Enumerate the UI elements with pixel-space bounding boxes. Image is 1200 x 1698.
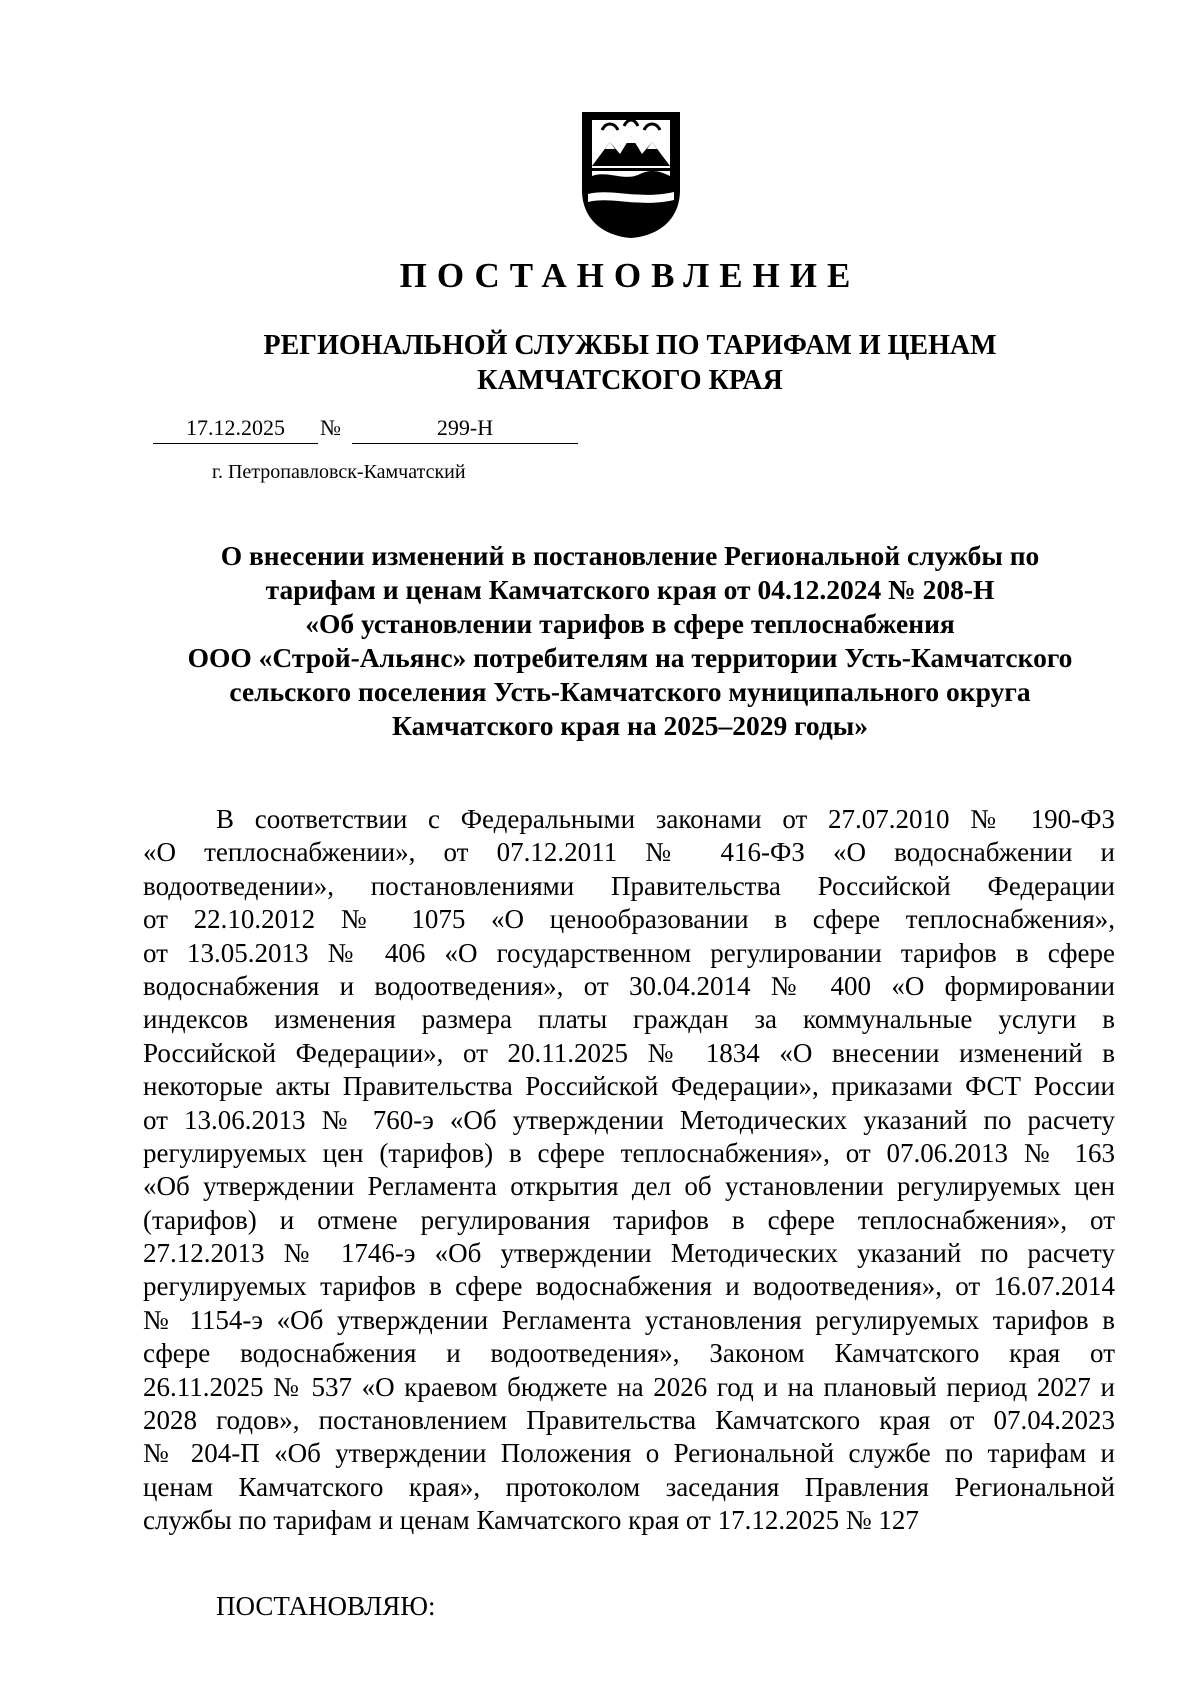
preamble-paragraph: [143, 803, 1115, 1538]
document-type-title: ПОСТАНОВЛЕНИЕ: [399, 256, 861, 295]
issuing-authority-line-1: РЕГИОНАЛЬНОЙ СЛУЖБЫ ПО ТАРИФАМ И ЦЕНАМ: [263, 330, 997, 361]
subject-line: сельского поселения Усть-Камчатского муниципального округа: [229, 676, 1031, 707]
paragraph-line: регулируемых тарифов в сфере водоснабжения и водоотведения», от 16.07.2014: [143, 1271, 1115, 1302]
paragraph-line: 2028 годов», постановлением Правительства Камчатского края от 07.04.2023: [143, 1405, 1115, 1436]
paragraph-line: некоторые акты Правительства Российской Федерации», приказами ФСТ России: [143, 1071, 1115, 1102]
resolution-heading: ПОСТАНОВЛЯЮ:: [216, 1591, 436, 1621]
paragraph-line: (тарифов) и отмене регулирования тарифов в сфере теплоснабжения», от: [143, 1204, 1115, 1235]
paragraph-line: регулируемых цен (тарифов) в сфере теплоснабжения», от 07.06.2013 № 163: [143, 1137, 1115, 1168]
issuing-authority-line-2: КАМЧАТСКОГО КРАЯ: [477, 365, 783, 396]
city-of-issue: г. Петропавловск-Камчатский: [212, 461, 466, 483]
paragraph-line: «Об утверждении Регламента открытия дел об установлении регулируемых цен: [143, 1171, 1115, 1202]
paragraph-line: 26.11.2025 № 537 «О краевом бюджете на 2026 год и на плановый период 2027 и: [143, 1371, 1115, 1402]
subject-line: Камчатского края на 2025–2029 годы»: [392, 710, 868, 741]
coat-of-arms-icon: [578, 108, 684, 240]
paragraph-line: от 13.06.2013 № 760-э «Об утверждении Методических указаний по расчету: [143, 1104, 1115, 1135]
paragraph-line: № 204-П «Об утверждении Положения о Региональной службе по тарифам и: [143, 1438, 1115, 1469]
paragraph-line: Российской Федерации», от 20.11.2025 № 1834 «О внесении изменений в: [143, 1037, 1115, 1068]
number-sign: №: [320, 415, 341, 440]
paragraph-line: индексов изменения размера платы граждан за коммунальные услуги в: [143, 1004, 1115, 1035]
paragraph-line: «О теплоснабжении», от 07.12.2011 № 416-ФЗ «О водоснабжении и: [143, 837, 1115, 868]
paragraph-line: от 13.05.2013 № 406 «О государственном регулировании тарифов в сфере: [143, 937, 1115, 968]
paragraph-line: водоснабжения и водоотведения», от 30.04.2014 № 400 «О формировании: [143, 970, 1115, 1001]
subject-line: тарифам и ценам Камчатского края от 04.12.2024 № 208-Н: [265, 574, 995, 605]
paragraph-line: В соответствии с Федеральными законами от 27.07.2010 № 190-ФЗ: [216, 804, 1115, 834]
subject-line: О внесении изменений в постановление Региональной службы по: [220, 540, 1040, 571]
document-number: 299-Н: [352, 412, 578, 444]
issuing-authority: [0, 328, 1200, 398]
paragraph-line: водоотведении», постановлениями Правительства Российской Федерации: [143, 870, 1115, 901]
document-subject: [120, 539, 1140, 743]
paragraph-line: ценам Камчатского края», протоколом заседания Правления Региональной: [143, 1471, 1115, 1502]
subject-line: ООО «Строй-Альянс» потребителям на территории Усть-Камчатского: [187, 642, 1073, 673]
paragraph-line: № 1154-э «Об утверждении Регламента установления регулируемых тарифов в: [143, 1304, 1115, 1335]
document-date: 17.12.2025: [153, 412, 318, 444]
paragraph-line: службы по тарифам и ценам Камчатского края от 17.12.2025 № 127: [143, 1505, 919, 1536]
subject-line: «Об установлении тарифов в сфере теплоснабжения: [305, 608, 955, 639]
paragraph-line: 27.12.2013 № 1746-э «Об утверждении Методических указаний по расчету: [143, 1238, 1115, 1269]
paragraph-line: сфере водоснабжения и водоотведения», Законом Камчатского края от: [143, 1338, 1115, 1369]
paragraph-line: от 22.10.2012 № 1075 «О ценообразовании в сфере теплоснабжения»,: [143, 904, 1115, 935]
